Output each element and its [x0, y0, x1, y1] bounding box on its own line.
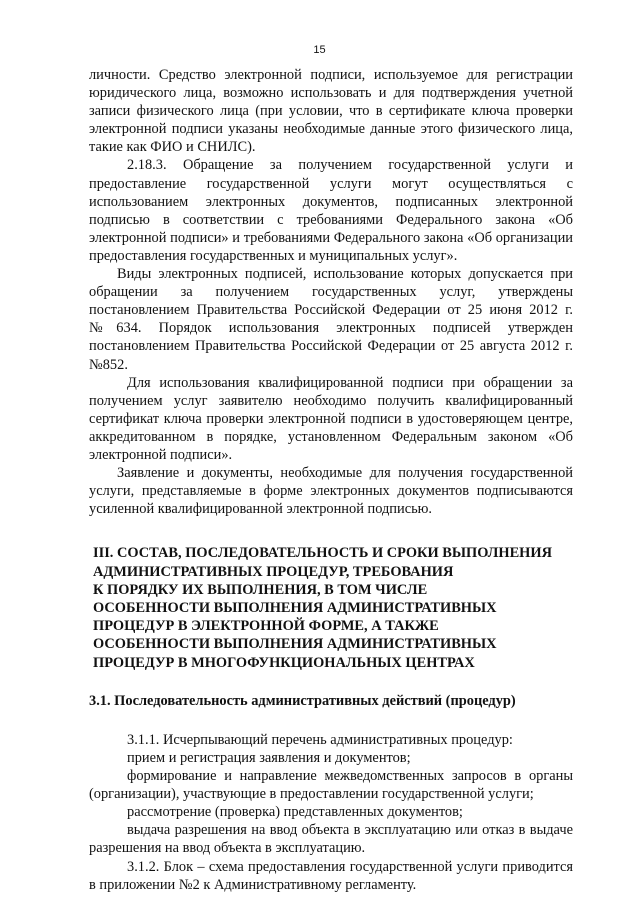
- list-item: прием и регистрация заявления и документов;: [127, 749, 411, 766]
- list-item: формирование и направление межведомственных запросов в органы (организации), участвующие в предоставлении государственной услуги;: [89, 768, 573, 803]
- section-heading-line: ПРОЦЕДУР В ЭЛЕКТРОННОЙ ФОРМЕ, А ТАКЖЕ: [93, 618, 439, 635]
- section-heading-line: К ПОРЯДКУ ИХ ВЫПОЛНЕНИЯ, В ТОМ ЧИСЛЕ: [93, 581, 428, 598]
- subsection-heading: 3.1. Последовательность административных действий (процедур): [89, 692, 516, 709]
- paragraph-3-1-2: 3.1.2. Блок – схема предоставления государственной услуги приводится в приложении №2 к Административному регламенту.: [89, 858, 573, 893]
- section-heading-line: АДМИНИСТРАТИВНЫХ ПРОЦЕДУР, ТРЕБОВАНИЯ: [93, 563, 454, 580]
- paragraph: Для использования квалифицированной подписи при обращении за получением услуг заявителю необходимо получить квалифицированный сертификат ключа проверки электронной подписи в удостоверяющем центре, аккредитованном в порядке, установленном Федеральным законом «Об электронной подписи».: [89, 374, 573, 463]
- section-heading-line: ОСОБЕННОСТИ ВЫПОЛНЕНИЯ АДМИНИСТРАТИВНЫХ: [93, 599, 497, 616]
- page-number: 15: [313, 44, 326, 56]
- section-heading: [89, 544, 573, 671]
- paragraph-2-18-3: 2.18.3. Обращение за получением государственной услуги и предоставление государственной услуги могут осуществляться с использованием электронных документов, подписанных электронной подписью в соответствии с требованиями Федерального закона «Об электронной подписи» и требованиями Федерального закона «Об организации предоставления государственных и муниципальных услуг».: [89, 157, 573, 264]
- section-heading-line: III. СОСТАВ, ПОСЛЕДОВАТЕЛЬНОСТЬ И СРОКИ ВЫПОЛНЕНИЯ: [93, 545, 552, 562]
- paragraph: Заявление и документы, необходимые для получения государственной услуги, представляемые в форме электронных документов подписываются усиленной квалифицированной электронной подписью.: [89, 465, 573, 518]
- paragraph-3-1-1: 3.1.1. Исчерпывающий перечень административных процедур:: [127, 731, 513, 748]
- list-item: выдача разрешения на ввод объекта в эксплуатацию или отказ в выдаче разрешения на ввод объекта в эксплуатацию.: [89, 822, 573, 857]
- list-item: рассмотрение (проверка) представленных документов;: [127, 804, 463, 821]
- paragraph: Виды электронных подписей, использование которых допускается при обращении за получением государственных услуг, утверждены постановлением Правительства Российской Федерации от 25 июня 2012 г. №634. Порядок использования электронных подписей утвержден постановлением Правительства Российской Федерации от 25 августа 2012 г. №852.: [89, 266, 573, 373]
- section-heading-line: ОСОБЕННОСТИ ВЫПОЛНЕНИЯ АДМИНИСТРАТИВНЫХ: [93, 636, 497, 653]
- section-heading-line: ПРОЦЕДУР В МНОГОФУНКЦИОНАЛЬНЫХ ЦЕНТРАХ: [93, 654, 475, 671]
- paragraph: личности. Средство электронной подписи, используемое для регистрации юридического лица, возможно использовать и для подтверждения учетной записи физического лица (при условии, что в сертификате ключа проверки электронной подписи указаны необходимые данные этого физического лица, такие как ФИО и СНИЛС).: [89, 67, 573, 156]
- document-body: [89, 66, 573, 894]
